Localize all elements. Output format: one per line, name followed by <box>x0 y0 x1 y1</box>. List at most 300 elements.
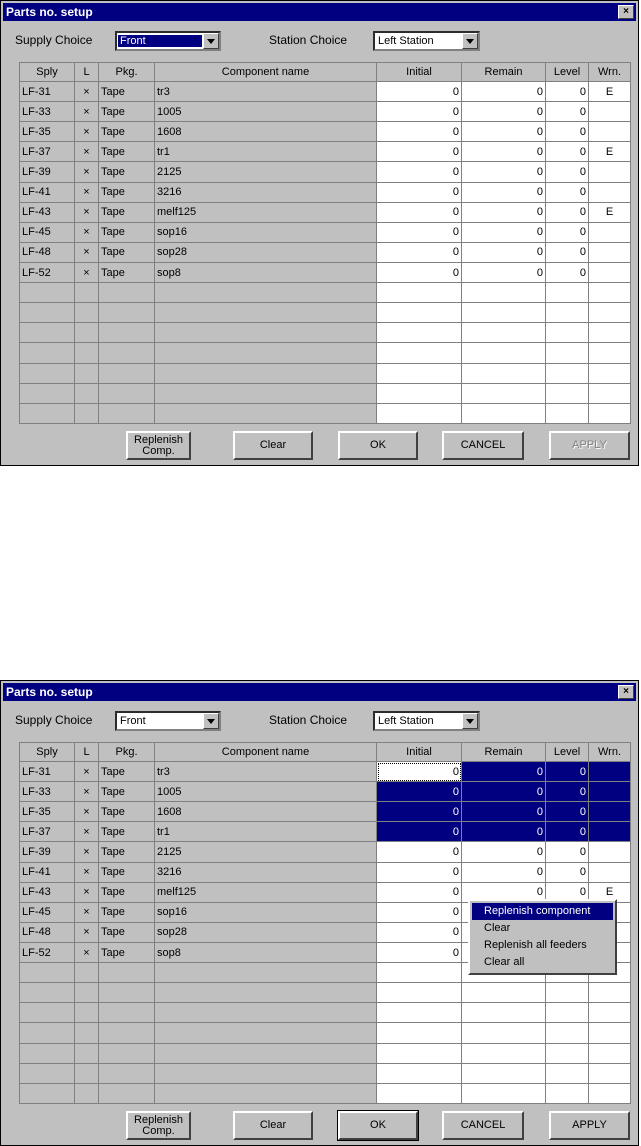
table-cell[interactable]: E <box>589 882 631 902</box>
table-cell[interactable] <box>589 842 631 862</box>
table-cell[interactable]: 0 <box>546 222 589 242</box>
table-cell: Tape <box>99 82 155 102</box>
replenish-label-line1: Replenish <box>134 1113 183 1126</box>
grid-header-row <box>20 63 631 82</box>
table-cell: LF-33 <box>20 782 75 802</box>
table-cell: LF-41 <box>20 182 75 202</box>
table-cell: Tape <box>99 882 155 902</box>
menu-item-clear-all[interactable]: Clear all <box>484 956 525 968</box>
menu-item-clear[interactable]: Clear <box>484 922 511 934</box>
table-cell: tr3 <box>155 762 377 782</box>
table-cell <box>75 963 99 983</box>
table-cell: tr1 <box>155 142 377 162</box>
table-cell[interactable]: 0 <box>377 202 462 222</box>
table-row[interactable] <box>20 122 631 142</box>
table-cell[interactable]: 0 <box>377 142 462 162</box>
table-cell: Tape <box>99 842 155 862</box>
table-cell <box>462 303 546 323</box>
empty-row <box>20 1083 631 1103</box>
empty-row <box>20 323 631 343</box>
table-row[interactable] <box>20 762 631 782</box>
table-cell: Tape <box>99 242 155 262</box>
empty-row <box>20 1043 631 1063</box>
empty-row <box>20 343 631 363</box>
table-cell: LF-35 <box>20 122 75 142</box>
table-row[interactable] <box>20 842 631 862</box>
table-cell[interactable] <box>589 862 631 882</box>
table-row[interactable] <box>20 182 631 202</box>
table-cell: × <box>75 262 99 282</box>
table-cell[interactable]: 0 <box>462 202 546 222</box>
table-cell <box>155 1063 377 1083</box>
table-cell: × <box>75 822 99 842</box>
table-cell <box>377 323 462 343</box>
column-header: Sply <box>20 743 75 762</box>
table-cell: LF-31 <box>20 82 75 102</box>
table-cell: 1608 <box>155 802 377 822</box>
table-cell <box>99 403 155 423</box>
table-cell <box>75 1063 99 1083</box>
table-cell[interactable]: 0 <box>377 902 462 922</box>
table-cell: Tape <box>99 922 155 942</box>
table-cell[interactable] <box>589 782 631 802</box>
table-cell: 2125 <box>155 162 377 182</box>
table-cell <box>589 323 631 343</box>
table-cell: melf125 <box>155 202 377 222</box>
table-cell <box>20 1063 75 1083</box>
table-cell: sop8 <box>155 262 377 282</box>
ok-button[interactable]: OK <box>338 1111 418 1140</box>
parts-setup-dialog-top <box>0 0 639 466</box>
station-choice-select[interactable] <box>373 31 480 51</box>
table-cell[interactable]: 0 <box>546 262 589 282</box>
table-cell[interactable]: 0 <box>462 802 546 822</box>
table-cell <box>462 323 546 343</box>
table-cell <box>20 383 75 403</box>
table-cell[interactable]: 0 <box>377 862 462 882</box>
table-cell <box>20 1003 75 1023</box>
table-cell: tr3 <box>155 82 377 102</box>
menu-item-replenish-all-feeders[interactable]: Replenish all feeders <box>484 939 587 951</box>
empty-row <box>20 383 631 403</box>
table-cell: LF-48 <box>20 922 75 942</box>
table-cell[interactable]: 0 <box>462 882 546 902</box>
close-icon[interactable]: × <box>618 5 634 19</box>
table-cell <box>546 1023 589 1043</box>
table-cell <box>589 283 631 303</box>
column-header: Level <box>546 63 589 82</box>
table-cell[interactable]: 0 <box>462 102 546 122</box>
table-cell[interactable] <box>589 822 631 842</box>
table-cell: LF-43 <box>20 202 75 222</box>
table-cell <box>20 963 75 983</box>
table-cell <box>377 1083 462 1103</box>
table-cell[interactable]: 0 <box>377 802 462 822</box>
table-cell <box>155 1043 377 1063</box>
table-cell: melf125 <box>155 882 377 902</box>
table-row[interactable] <box>20 262 631 282</box>
table-cell <box>462 283 546 303</box>
table-row[interactable] <box>20 862 631 882</box>
table-cell <box>155 963 377 983</box>
table-cell: × <box>75 222 99 242</box>
table-cell <box>75 1043 99 1063</box>
replenish-comp-button[interactable] <box>126 431 191 460</box>
table-cell <box>20 323 75 343</box>
table-cell: LF-39 <box>20 162 75 182</box>
table-row[interactable] <box>20 782 631 802</box>
supply-choice-select[interactable] <box>115 711 221 731</box>
empty-row <box>20 1063 631 1083</box>
chevron-down-icon[interactable] <box>203 33 219 49</box>
table-cell: Tape <box>99 202 155 222</box>
clear-button[interactable]: Clear <box>233 1111 313 1140</box>
table-cell <box>99 983 155 1003</box>
table-cell: Tape <box>99 902 155 922</box>
table-cell[interactable]: 0 <box>377 162 462 182</box>
table-cell[interactable]: 0 <box>377 882 462 902</box>
table-cell <box>75 323 99 343</box>
table-cell[interactable] <box>589 182 631 202</box>
table-cell <box>462 1043 546 1063</box>
table-cell[interactable]: 0 <box>377 222 462 242</box>
table-cell: Tape <box>99 762 155 782</box>
table-cell[interactable] <box>589 162 631 182</box>
table-cell[interactable]: 0 <box>546 242 589 262</box>
table-cell: Tape <box>99 142 155 162</box>
table-cell <box>462 383 546 403</box>
table-cell <box>377 403 462 423</box>
table-cell <box>155 1023 377 1043</box>
table-cell <box>99 1063 155 1083</box>
table-cell[interactable]: 0 <box>462 242 546 262</box>
station-choice-select[interactable] <box>373 711 480 731</box>
table-cell[interactable]: 0 <box>462 122 546 142</box>
table-cell: × <box>75 762 99 782</box>
table-cell[interactable] <box>589 802 631 822</box>
table-cell[interactable]: 0 <box>546 882 589 902</box>
table-cell <box>546 363 589 383</box>
table-cell <box>75 403 99 423</box>
table-cell <box>155 343 377 363</box>
column-header: Component name <box>155 743 377 762</box>
table-cell: × <box>75 862 99 882</box>
table-cell[interactable]: 0 <box>546 82 589 102</box>
table-cell[interactable]: 0 <box>546 182 589 202</box>
table-cell: Tape <box>99 122 155 142</box>
table-cell[interactable]: 0 <box>377 242 462 262</box>
table-cell[interactable]: 0 <box>546 782 589 802</box>
table-cell[interactable]: 0 <box>462 162 546 182</box>
table-cell <box>377 983 462 1003</box>
table-cell[interactable]: 0 <box>546 202 589 222</box>
table-row[interactable] <box>20 202 631 222</box>
table-cell: × <box>75 842 99 862</box>
column-header: Initial <box>377 63 462 82</box>
table-cell[interactable]: 0 <box>462 142 546 162</box>
table-cell: 3216 <box>155 182 377 202</box>
table-cell[interactable]: 0 <box>462 222 546 242</box>
chevron-down-icon[interactable] <box>462 713 478 729</box>
table-cell[interactable] <box>589 102 631 122</box>
table-cell[interactable]: 0 <box>377 942 462 962</box>
table-cell: sop28 <box>155 242 377 262</box>
table-cell: LF-52 <box>20 942 75 962</box>
table-cell[interactable] <box>589 122 631 142</box>
table-cell: LF-48 <box>20 242 75 262</box>
empty-row <box>20 983 631 1003</box>
table-cell: Tape <box>99 222 155 242</box>
parts-grid <box>19 62 631 424</box>
table-cell: LF-45 <box>20 902 75 922</box>
table-cell: × <box>75 122 99 142</box>
table-cell[interactable]: 0 <box>462 762 546 782</box>
table-cell: Tape <box>99 942 155 962</box>
ok-button[interactable]: OK <box>338 431 418 460</box>
cancel-button[interactable]: CANCEL <box>442 1111 524 1140</box>
table-cell: × <box>75 922 99 942</box>
table-cell <box>155 363 377 383</box>
table-cell <box>377 303 462 323</box>
table-cell[interactable]: 0 <box>546 102 589 122</box>
table-cell <box>99 383 155 403</box>
table-cell[interactable]: 0 <box>546 762 589 782</box>
table-cell <box>75 343 99 363</box>
empty-row <box>20 283 631 303</box>
station-choice-value: Left Station <box>378 35 434 47</box>
table-cell <box>155 383 377 403</box>
table-cell[interactable]: 0 <box>546 802 589 822</box>
table-cell[interactable]: 0 <box>377 762 462 782</box>
table-cell: Tape <box>99 262 155 282</box>
empty-row <box>20 303 631 323</box>
table-cell <box>155 303 377 323</box>
table-cell[interactable]: 0 <box>377 82 462 102</box>
replenish-label-line2: Comp. <box>142 1124 175 1137</box>
table-cell <box>462 1023 546 1043</box>
table-cell <box>462 403 546 423</box>
table-row[interactable] <box>20 802 631 822</box>
table-cell <box>99 1023 155 1043</box>
table-cell[interactable]: 0 <box>377 182 462 202</box>
table-cell: Tape <box>99 822 155 842</box>
table-cell <box>377 963 462 983</box>
table-cell: 3216 <box>155 862 377 882</box>
supply-choice-select[interactable] <box>115 31 221 51</box>
table-cell[interactable]: 0 <box>377 822 462 842</box>
table-cell <box>99 303 155 323</box>
table-cell <box>75 383 99 403</box>
table-cell <box>75 983 99 1003</box>
table-cell[interactable]: 0 <box>546 862 589 882</box>
table-cell <box>589 1063 631 1083</box>
table-row[interactable] <box>20 222 631 242</box>
table-cell <box>155 983 377 1003</box>
column-header: Sply <box>20 63 75 82</box>
table-cell: LF-35 <box>20 802 75 822</box>
table-cell[interactable]: 0 <box>546 842 589 862</box>
table-cell[interactable] <box>589 262 631 282</box>
table-cell <box>155 283 377 303</box>
table-cell <box>20 343 75 363</box>
clear-button[interactable]: Clear <box>233 431 313 460</box>
column-header: Wrn. <box>589 743 631 762</box>
table-cell <box>377 343 462 363</box>
supply-choice-value: Front <box>120 715 146 727</box>
table-cell: LF-41 <box>20 862 75 882</box>
table-cell: LF-39 <box>20 842 75 862</box>
replenish-comp-button[interactable] <box>126 1111 191 1140</box>
apply-button[interactable]: APPLY <box>549 1111 630 1140</box>
table-cell[interactable]: 0 <box>377 842 462 862</box>
table-cell <box>377 363 462 383</box>
table-cell <box>462 983 546 1003</box>
column-header: Pkg. <box>99 743 155 762</box>
table-cell: sop16 <box>155 222 377 242</box>
table-cell[interactable]: 0 <box>546 122 589 142</box>
table-cell <box>546 403 589 423</box>
table-cell <box>589 1083 631 1103</box>
table-cell[interactable]: 0 <box>546 162 589 182</box>
table-cell <box>99 1043 155 1063</box>
table-cell[interactable] <box>589 762 631 782</box>
table-cell <box>546 1083 589 1103</box>
replenish-label-line2: Comp. <box>142 444 175 457</box>
chevron-down-icon[interactable] <box>203 713 219 729</box>
table-cell[interactable]: 0 <box>462 782 546 802</box>
table-cell <box>589 1023 631 1043</box>
table-cell: × <box>75 782 99 802</box>
table-cell <box>377 1023 462 1043</box>
supply-choice-value: Front <box>118 35 202 47</box>
table-cell <box>99 963 155 983</box>
table-row[interactable] <box>20 102 631 122</box>
table-cell: sop16 <box>155 902 377 922</box>
table-cell <box>546 323 589 343</box>
table-row[interactable] <box>20 82 631 102</box>
table-row[interactable] <box>20 822 631 842</box>
table-cell <box>589 1043 631 1063</box>
table-cell[interactable]: 0 <box>377 102 462 122</box>
close-icon[interactable]: × <box>618 685 634 699</box>
table-cell: LF-43 <box>20 882 75 902</box>
supply-choice-label: Supply Choice <box>15 713 93 727</box>
table-cell[interactable]: 0 <box>377 922 462 942</box>
table-cell <box>589 983 631 1003</box>
table-cell[interactable]: 0 <box>377 122 462 142</box>
table-cell[interactable]: 0 <box>546 822 589 842</box>
table-cell: × <box>75 102 99 122</box>
table-cell <box>99 1003 155 1023</box>
table-cell <box>546 283 589 303</box>
table-cell[interactable]: E <box>589 82 631 102</box>
table-row[interactable] <box>20 142 631 162</box>
table-cell[interactable]: 0 <box>462 862 546 882</box>
chevron-down-icon[interactable] <box>462 33 478 49</box>
table-cell: × <box>75 942 99 962</box>
table-cell: × <box>75 162 99 182</box>
column-header: Initial <box>377 743 462 762</box>
table-cell <box>75 283 99 303</box>
table-cell <box>462 1063 546 1083</box>
table-cell[interactable] <box>589 222 631 242</box>
table-row[interactable] <box>20 242 631 262</box>
table-cell: LF-45 <box>20 222 75 242</box>
table-cell[interactable]: 0 <box>462 82 546 102</box>
station-choice-label: Station Choice <box>269 33 348 47</box>
table-cell: LF-33 <box>20 102 75 122</box>
dialog-title: Parts no. setup <box>6 685 93 699</box>
table-cell[interactable]: 0 <box>462 182 546 202</box>
table-cell <box>377 1063 462 1083</box>
table-cell <box>462 343 546 363</box>
supply-choice-label: Supply Choice <box>15 33 93 47</box>
table-cell[interactable] <box>589 242 631 262</box>
table-cell <box>20 363 75 383</box>
table-cell: × <box>75 802 99 822</box>
table-cell[interactable]: 0 <box>462 262 546 282</box>
table-cell[interactable]: 0 <box>462 842 546 862</box>
table-cell <box>75 1003 99 1023</box>
table-cell: LF-52 <box>20 262 75 282</box>
table-cell <box>155 1083 377 1103</box>
table-cell <box>377 283 462 303</box>
title-bar <box>3 683 636 701</box>
table-cell <box>589 363 631 383</box>
table-cell: × <box>75 882 99 902</box>
title-bar <box>3 3 636 21</box>
table-cell <box>546 383 589 403</box>
table-cell[interactable]: 0 <box>462 822 546 842</box>
table-cell: Tape <box>99 782 155 802</box>
table-cell: Tape <box>99 162 155 182</box>
column-header: Remain <box>462 63 546 82</box>
table-cell: × <box>75 142 99 162</box>
column-header: L <box>75 63 99 82</box>
table-cell <box>377 383 462 403</box>
table-cell <box>99 283 155 303</box>
table-cell <box>589 1003 631 1023</box>
table-cell: × <box>75 902 99 922</box>
column-header: Pkg. <box>99 63 155 82</box>
table-cell: 1005 <box>155 102 377 122</box>
table-cell[interactable]: E <box>589 142 631 162</box>
table-cell <box>155 403 377 423</box>
table-cell <box>589 343 631 363</box>
table-row[interactable] <box>20 162 631 182</box>
table-cell <box>20 983 75 1003</box>
column-header: Component name <box>155 63 377 82</box>
cancel-button[interactable]: CANCEL <box>442 431 524 460</box>
context-menu <box>468 899 617 975</box>
table-cell[interactable]: 0 <box>377 262 462 282</box>
table-cell: Tape <box>99 182 155 202</box>
table-cell <box>589 383 631 403</box>
table-cell <box>75 1023 99 1043</box>
column-header: Level <box>546 743 589 762</box>
table-cell <box>462 1083 546 1103</box>
station-choice-value: Left Station <box>378 715 434 727</box>
table-cell[interactable]: E <box>589 202 631 222</box>
table-cell[interactable]: 0 <box>377 782 462 802</box>
table-cell <box>99 343 155 363</box>
table-cell <box>546 1003 589 1023</box>
empty-row <box>20 403 631 423</box>
table-cell[interactable]: 0 <box>546 142 589 162</box>
menu-item-replenish-component[interactable]: Replenish component <box>472 903 613 920</box>
table-cell <box>20 1083 75 1103</box>
apply-button[interactable]: APPLY <box>549 431 630 460</box>
